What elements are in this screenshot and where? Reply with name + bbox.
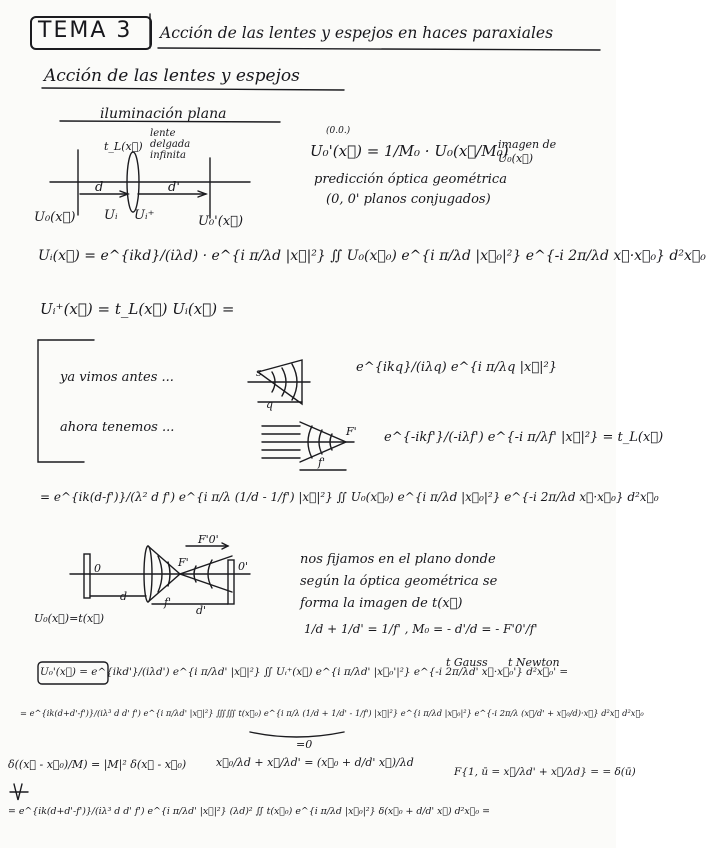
eq-ui: Uᵢ(x⃗) = e^{ikd}/(iλd) · e^{i π/λd |x⃗|²} ∬ U₀(x⃗₀) e^{i π/λd |x⃗₀|²} e^{-i 2π/λd x⃗·x⃗₀} d²x⃗₀ xyxy=(38,248,706,264)
ui-label: Uᵢ xyxy=(104,208,118,223)
delta-identity: δ((x⃗ - x⃗₀)/M) = |M|² δ(x⃗ - x⃗₀) xyxy=(8,758,187,771)
tl-label: t_L(x⃗) xyxy=(104,140,143,153)
d-label: d xyxy=(95,180,104,195)
fo-label: F'0' xyxy=(198,533,219,546)
expr-spherical-div: e^{ikq}/(iλq) e^{i π/λq |x⃗|²} xyxy=(356,360,557,375)
t-newton: t Newton xyxy=(508,656,560,669)
dprime-label: d' xyxy=(168,180,180,195)
nos-line1: nos fijamos en el plano donde xyxy=(300,552,496,567)
u0prime-label: U₀'(x⃗) xyxy=(198,214,244,229)
image-note: imagen de U₀(x⃗) xyxy=(498,138,557,165)
page-title: Acción de las lentes y espejos en haces paraxiales xyxy=(160,24,554,42)
eq-final3: = e^{ik(d+d'-f')}/(iλ³ d d' f') e^{i π/λd' |x⃗|²} (λd)² ∬ t(x⃗₀) e^{i π/λd |x⃗₀|²} δ(x⃗₀ + d/d' x⃗) d²x⃗₀ = xyxy=(8,806,490,817)
tag-00: (0.0.) xyxy=(326,126,351,136)
f-label-2: F' xyxy=(178,556,189,569)
image-equation: U₀'(x⃗) = 1/M₀ · U₀(x⃗/M₀) xyxy=(310,142,509,160)
ya-vimos: ya vimos antes ... xyxy=(60,370,174,385)
eq-big1: = e^{ik(d-f')}/(λ² d f') e^{i π/λ (1/d - 1/f') |x⃗|²} ∬ U₀(x⃗₀) e^{i π/λd |x⃗₀|²} e^{-i 2π/λd x⃗·x⃗₀} d²x⃗₀ xyxy=(40,490,659,504)
nos-line3: forma la imagen de t(x⃗) xyxy=(300,596,463,611)
f-label: F' xyxy=(346,425,357,438)
title-underline xyxy=(158,48,600,50)
nos-line2: según la óptica geométrica se xyxy=(300,574,498,589)
prediction-line1: predicción óptica geométrica xyxy=(314,172,507,187)
underbrace-zero: =0 xyxy=(296,738,313,751)
lens-label: lente delgada infinita xyxy=(150,128,191,161)
prediction-line2: (0, 0' planos conjugados) xyxy=(326,192,491,207)
subsection-title: iluminación plana xyxy=(100,106,227,122)
ahora-tenemos: ahora tenemos ... xyxy=(60,420,175,435)
underbrace xyxy=(250,732,344,737)
s-label: s xyxy=(256,366,262,379)
eq-uiplus: Uᵢ⁺(x⃗) = t_L(x⃗) Uᵢ(x⃗) = xyxy=(40,300,235,318)
lens-equation: 1/d + 1/d' = 1/f' , M₀ = - d'/d = - F'0'/f' xyxy=(304,622,538,636)
frac-sum: x⃗₀/λd + x⃗/λd' = (x⃗₀ + d/d' x⃗)/λd xyxy=(216,756,414,769)
uiplus-label: Uᵢ⁺ xyxy=(134,208,155,223)
d-label-2: d xyxy=(120,590,128,603)
dprime-label-2: d' xyxy=(196,604,207,617)
section-underline xyxy=(42,88,344,90)
image-screen xyxy=(228,560,234,604)
q-label: q xyxy=(266,398,274,411)
section-title: Acción de las lentes y espejos xyxy=(44,66,300,86)
u0-label: U₀(x⃗) xyxy=(34,210,76,225)
boxed-u0prime xyxy=(38,662,108,684)
bracket-box xyxy=(38,340,84,462)
object-slide xyxy=(84,554,90,598)
t-gauss: t Gauss xyxy=(446,656,488,669)
u0-t-label: U₀(x⃗)=t(x⃗) xyxy=(34,612,105,625)
fprime-label: f' xyxy=(318,456,326,469)
eq-final2: = e^{ik(d+d'-f')}/(iλ³ d d' f') e^{i π/λd' |x⃗|²} ∭∭ t(x⃗₀) e^{i π/λ (1/d + 1/d' - 1/f') |x⃗|²} e^{i π/λd |x⃗₀|²} e^{-i 2π/λ (x⃗/d' + x⃗₀/d)·x⃗} d²x⃗ d²x⃗₀ xyxy=(20,708,644,718)
eq-final1: U₀'(x⃗) = e^{ikd'}/(iλd') e^{i π/λd' |x⃗|²} ∬ Uᵢ⁺(x⃗) e^{i π/λd' |x⃗₀'|²} e^{-i 2π/λd' x⃗·x⃗₀'} d²x⃗₀' = xyxy=(40,666,569,678)
subsection-underline xyxy=(60,121,280,122)
expr-spherical-conv: e^{-ikf'}/(-iλf') e^{-i π/λf' |x⃗|²} = t_L(x⃗) xyxy=(384,430,664,445)
tema-label: TEMA 3 xyxy=(38,18,133,43)
fourier-note: F{1, ū = x⃗/λd' + x⃗/λd} = = δ(ū) xyxy=(454,766,636,778)
o-label: 0 xyxy=(94,562,101,575)
oprime-label: 0' xyxy=(238,560,249,573)
fprime-label-2: f' xyxy=(164,596,172,609)
